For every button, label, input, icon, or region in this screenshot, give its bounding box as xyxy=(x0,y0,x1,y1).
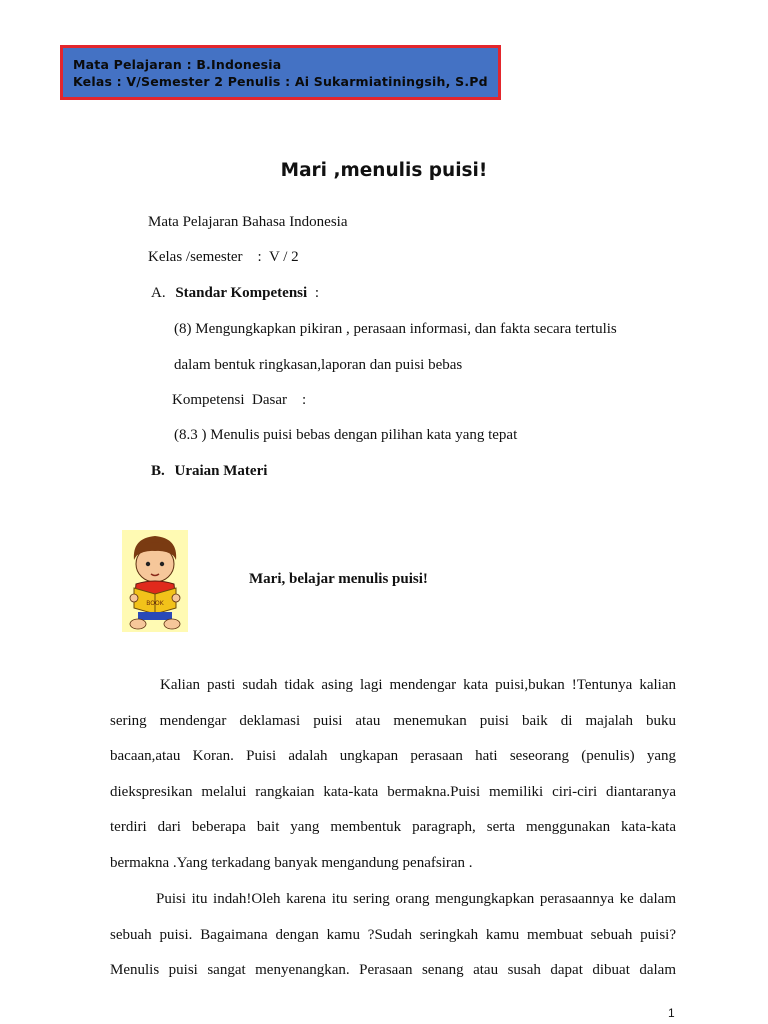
section-a-heading xyxy=(151,285,319,302)
page-title: Mari ,menulis puisi! xyxy=(280,160,488,181)
header-subject-line: Mata Pelajaran : B.Indonesia xyxy=(73,57,282,72)
kd-label: Kompetensi Dasar : xyxy=(172,392,307,408)
subject-line: Mata Pelajaran Bahasa Indonesia xyxy=(148,214,348,230)
section-b-heading xyxy=(151,463,267,480)
body-line-6: bermakna .Yang terkadang banyak mengandung penafsiran . xyxy=(110,855,473,871)
grade-line: Kelas /semester : V / 2 xyxy=(148,249,299,265)
body-line-7: Puisi itu indah!Oleh karena itu sering orang mengungkapkan perasaannya ke dalam xyxy=(156,891,676,907)
body-line-3: bacaan,atau Koran. Puisi adalah ungkapan perasaan hati seseorang (penulis) yang xyxy=(110,748,676,764)
illustration-caption: Mari, belajar menulis puisi! xyxy=(249,571,428,587)
sk-line-1: (8) Mengungkapkan pikiran , perasaan informasi, dan fakta secara tertulis xyxy=(174,321,617,337)
section-a-colon: : xyxy=(314,285,320,301)
section-a-title: Standar Kompetensi xyxy=(175,285,308,301)
body-line-2: sering mendengar deklamasi puisi atau menemukan puisi baik di majalah buku xyxy=(110,713,676,729)
body-line-1: Kalian pasti sudah tidak asing lagi mendengar kata puisi,bukan !Tentunya kalian xyxy=(160,677,676,693)
boy-reading-book-icon xyxy=(122,530,188,632)
page-number: 1 xyxy=(668,1006,675,1020)
section-a-marker: A. xyxy=(151,285,166,301)
header-class-author-line: Kelas : V/Semester 2 Penulis : Ai Sukarmiatiningsih, S.Pd xyxy=(73,74,488,89)
header-info-box xyxy=(60,45,501,100)
sk-line-2: dalam bentuk ringkasan,laporan dan puisi bebas xyxy=(174,357,463,373)
body-line-9: Menulis puisi sangat menyenangkan. Perasaan senang atau susah dapat dibuat dalam xyxy=(110,962,676,978)
kd-text: (8.3 ) Menulis puisi bebas dengan pilihan kata yang tepat xyxy=(174,427,518,443)
svg-text:BOOK: BOOK xyxy=(146,600,164,607)
body-line-8: sebuah puisi. Bagaimana dengan kamu ?Sudah seringkah kamu membuat sebuah puisi? xyxy=(110,927,676,943)
section-b-marker: B. xyxy=(151,463,165,479)
body-line-4: diekspresikan melalui rangkaian kata-kata bermakna.Puisi memiliki ciri-ciri diantaranya xyxy=(110,784,676,800)
body-line-5: terdiri dari beberapa bait yang membentuk paragraph, serta menggunakan kata-kata xyxy=(110,819,676,835)
section-b-title: Uraian Materi xyxy=(174,463,268,479)
